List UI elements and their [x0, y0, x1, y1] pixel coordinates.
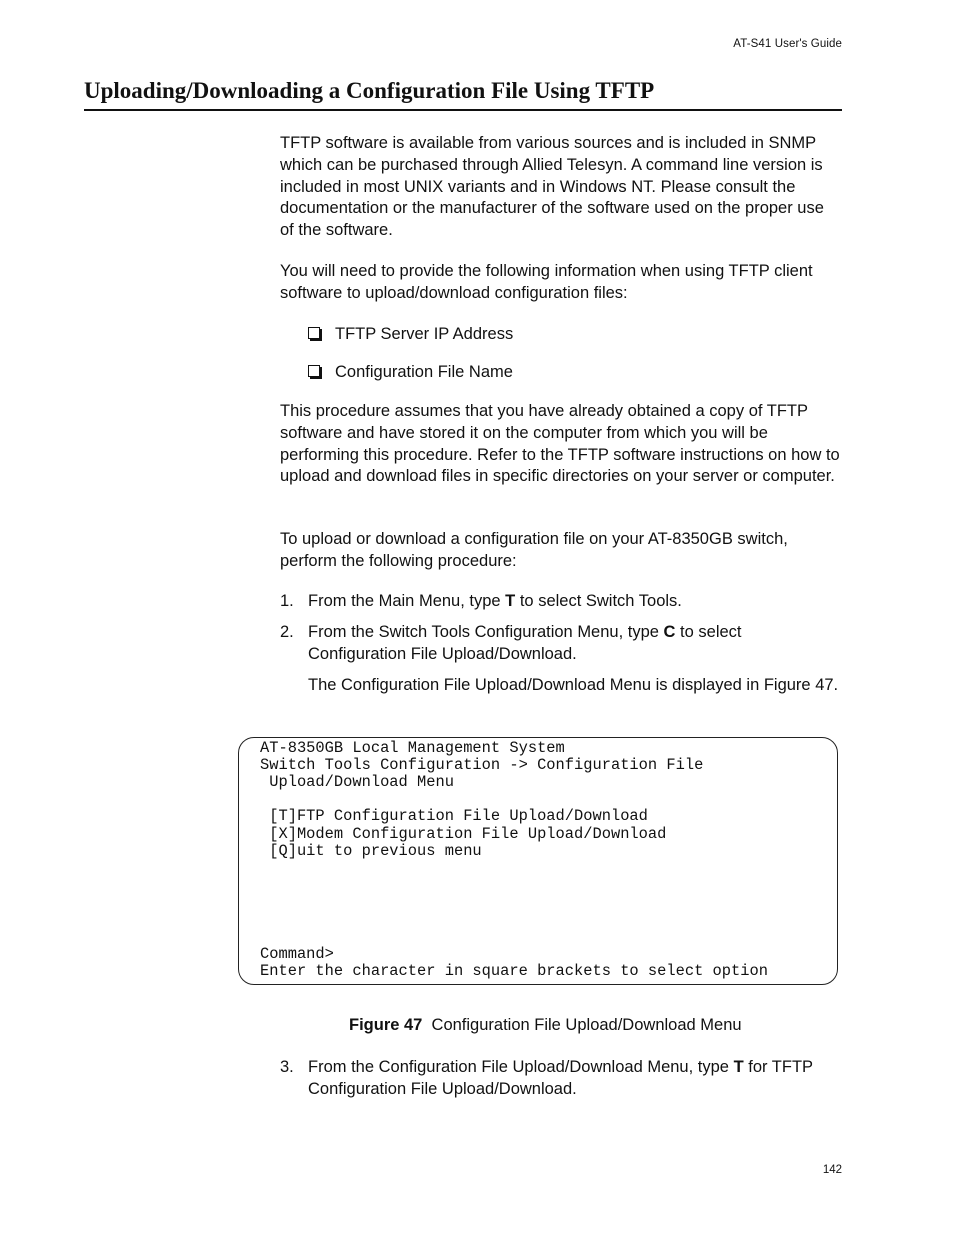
checkbox-bullet-icon	[308, 327, 320, 339]
procedure-intro-paragraph: To upload or download a configuration file on your AT-8350GB switch, perform the following procedure:	[280, 530, 788, 570]
step-key: T	[505, 592, 516, 610]
step-text	[308, 1057, 842, 1101]
terminal-menu-option: [T]FTP Configuration File Upload/Download	[260, 807, 648, 825]
step-note: The Configuration File Upload/Download Menu is displayed in Figure 47.	[308, 676, 839, 694]
checkbox-bullet-icon	[308, 365, 320, 377]
intro-paragraph: TFTP software is available from various sources and is included in SNMP which can be purchased through Allied Telesyn. A command line version is included in most UNIX variants and in Windows NT. Please consult the documentation or the manufacturer of the software used on the proper use of the software.	[280, 134, 824, 240]
step-text	[308, 591, 842, 613]
step-number: 3.	[280, 1058, 294, 1076]
running-header: AT-S41 User's Guide	[733, 38, 842, 50]
step-text-post: for TFTP Configuration File Upload/Download.	[308, 1058, 813, 1098]
title-rule	[84, 109, 842, 111]
bullet-label: TFTP Server IP Address	[335, 325, 514, 343]
figure-label: Figure 47	[349, 1016, 423, 1034]
bullet-item	[308, 323, 513, 345]
terminal-prompt: Command>	[260, 945, 334, 963]
step-key: C	[663, 623, 676, 641]
assumption-paragraph: This procedure assumes that you have already obtained a copy of TFTP software and have stored it on the computer from which you will be performing this procedure. Refer to the TFTP software instructions on how to upload and download files in specific directories on your server or computer.	[280, 402, 840, 486]
figure-caption-text: Configuration File Upload/Download Menu	[431, 1016, 742, 1034]
terminal-menu-option: [Q]uit to previous menu	[260, 842, 482, 860]
bullet-label: Configuration File Name	[335, 363, 513, 381]
step-text-pre: From the Configuration File Upload/Download Menu, type	[308, 1058, 734, 1076]
terminal-line: Switch Tools Configuration -> Configuration File	[260, 756, 704, 774]
section-title: Uploading/Downloading a Configuration File Using TFTP	[84, 78, 655, 103]
step-text	[308, 622, 842, 666]
terminal-hint: Enter the character in square brackets to select option	[260, 962, 768, 980]
bullet-item	[308, 361, 513, 383]
step-key: T	[733, 1058, 744, 1076]
step-text-pre: From the Main Menu, type	[308, 592, 506, 610]
step-text-pre: From the Switch Tools Configuration Menu, type	[308, 623, 664, 641]
step-text-post: to select Configuration File Upload/Download.	[308, 623, 742, 663]
figure-caption	[349, 1016, 742, 1035]
step-number: 1.	[280, 592, 294, 610]
terminal-line: AT-8350GB Local Management System	[260, 739, 565, 757]
step-text-post: to select Switch Tools.	[515, 592, 682, 610]
terminal-menu-option: [X]Modem Configuration File Upload/Download	[260, 825, 667, 843]
need-info-paragraph: You will need to provide the following information when using TFTP client software to upload/download configuration files:	[280, 262, 813, 302]
step-number: 2.	[280, 623, 294, 641]
page-number: 142	[822, 1164, 842, 1176]
terminal-line: Upload/Download Menu	[260, 773, 454, 791]
